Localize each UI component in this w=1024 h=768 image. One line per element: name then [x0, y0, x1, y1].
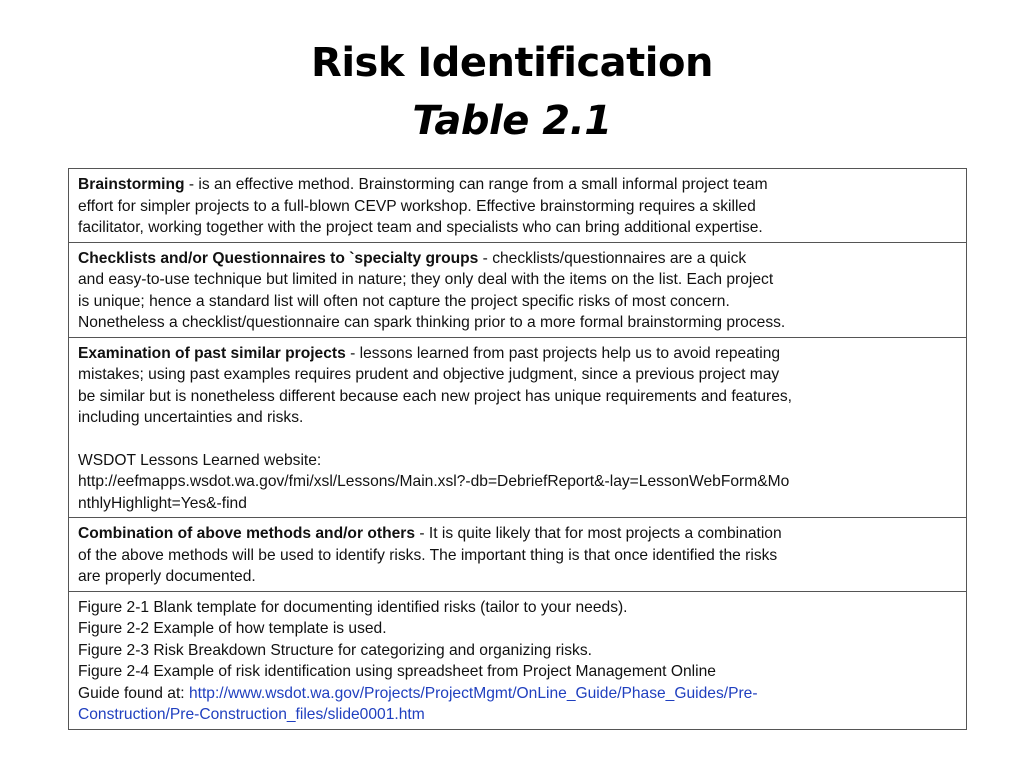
table-row-combination [69, 517, 966, 591]
row-text [78, 174, 958, 196]
row-line: - lessons learned from past projects help us to avoid repeating [345, 344, 781, 362]
guide-prefix: Guide found at: [78, 684, 189, 702]
row-line: - It is quite likely that for most projects a combination [415, 525, 782, 542]
row-heading: Combination of above methods and/or others [78, 525, 416, 542]
risk-identification-table [68, 168, 967, 730]
row-heading: Brainstorming [78, 176, 185, 193]
table-row-past-projects [69, 337, 966, 518]
row-line: - is an effective method. Brainstorming can range from a small informal project team [184, 176, 768, 193]
lessons-learned-url: http://eefmapps.wsdot.wa.gov/fmi/xsl/Lessons/Main.xsl?-db=DebriefReport&-lay=LessonWebForm&Mo [78, 473, 790, 490]
row-line: is unique; hence a standard list will often not capture the project specific risks of most concern. [78, 292, 730, 310]
slide-title [0, 34, 1024, 150]
row-line: mistakes; using past examples requires prudent and objective judgment, since a previous project may [78, 366, 780, 383]
row-text [78, 523, 958, 545]
guide-link[interactable]: http://www.wsdot.wa.gov/Projects/ProjectMgmt/OnLine_Guide/Phase_Guides/Pre- [188, 684, 758, 702]
guide-line [78, 683, 958, 705]
lessons-learned-label: WSDOT Lessons Learned website: [78, 451, 322, 469]
table-row-brainstorming [69, 169, 966, 242]
figure-line: Figure 2-2 Example of how template is used. [78, 620, 387, 637]
spacer [78, 429, 958, 450]
figure-line: Figure 2-4 Example of risk identification using spreadsheet from Project Management Online [78, 663, 716, 680]
row-line: and easy-to-use technique but limited in nature; they only deal with the items on the list. Each project [78, 271, 774, 288]
row-line: including uncertainties and risks. [78, 409, 304, 426]
guide-link-cont[interactable]: Construction/Pre-Construction_files/slide0001.htm [78, 706, 425, 723]
title-text: Risk Identification [311, 40, 713, 86]
table-row-checklists [69, 242, 966, 337]
lessons-learned-url-cont: nthlyHighlight=Yes&-find [78, 494, 247, 512]
row-heading: Checklists and/or Questionnaires to `specialty groups [78, 249, 479, 267]
row-text [78, 343, 958, 365]
figure-line: Figure 2-3 Risk Breakdown Structure for categorizing and organizing risks. [78, 641, 592, 659]
row-line: of the above methods will be used to identify risks. The important thing is that once identified the risks [78, 546, 778, 564]
guide-line-cont [78, 704, 958, 726]
row-line: be similar but is nonetheless different because each new project has unique requirements and features, [78, 387, 792, 405]
row-line: are properly documented. [78, 568, 256, 585]
row-line: facilitator, working together with the project team and specialists who can bring additional expertise. [78, 219, 763, 236]
row-line: Nonetheless a checklist/questionnaire can spark thinking prior to a more formal brainstorming process. [78, 314, 786, 331]
figure-line: Figure 2-1 Blank template for documenting identified risks (tailor to your needs). [78, 598, 628, 616]
row-text [78, 248, 958, 270]
row-heading: Examination of past similar projects [78, 344, 346, 362]
row-line: - checklists/questionnaires are a quick [478, 249, 747, 267]
row-line: effort for simpler projects to a full-blown CEVP workshop. Effective brainstorming requires a skilled [78, 197, 756, 215]
table-row-figures [69, 591, 966, 729]
table-label: Table 2.1 [412, 98, 612, 144]
